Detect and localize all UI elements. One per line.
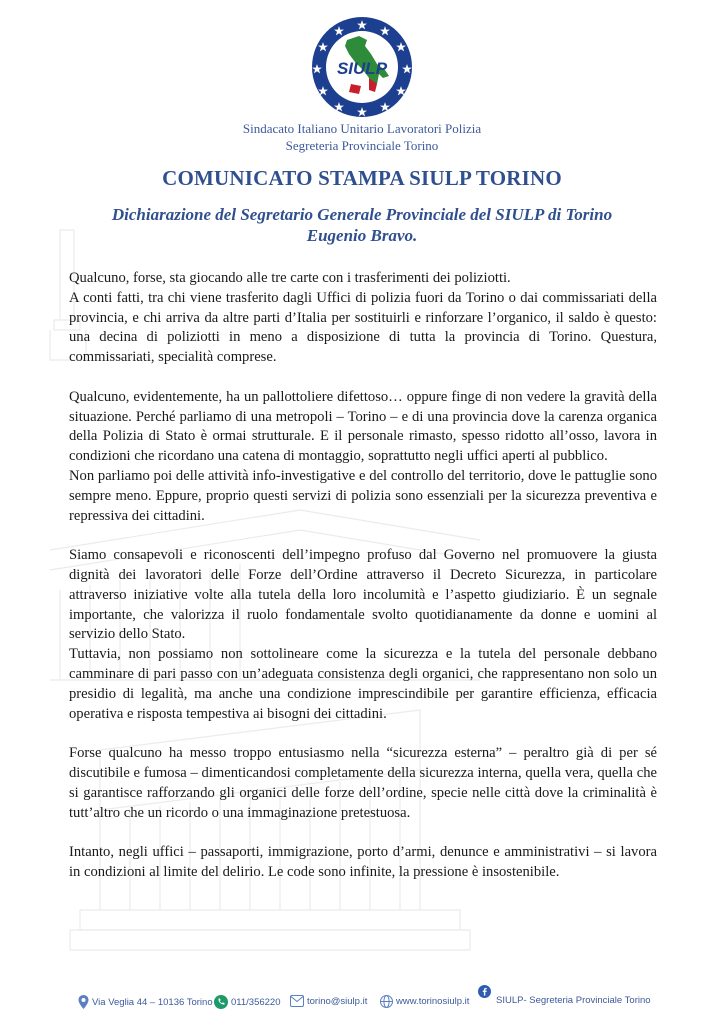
subtitle-line-1: Dichiarazione del Segretario Generale Provinciale del SIULP di Torino — [111, 205, 613, 224]
paragraph: Qualcuno, evidentemente, ha un pallottoliere difettoso… oppure finge di non vedere la gravità della situazione. Perché parliamo di una metropoli – Torino – e di una provincia dove la carenza organica della Polizia di Stato è ormai strutturale. E il personale rimasto, spesso ridotto all’osso, lavora in condizioni che ricordano una catena di montaggio, soprattutto negli uffici aperti al pubblico. — [69, 388, 657, 465]
paragraph: Intanto, negli uffici – passaporti, immigrazione, porto d’armi, denunce e amministrativi – si lavora in condizioni al limite del delirio. Le code sono infinite, la pressione è insostenibile. — [69, 844, 657, 880]
logo-text: SIULP — [336, 59, 388, 78]
footer-email — [290, 995, 367, 1007]
paragraph: A conti fatti, tra chi viene trasferito dagli Uffici di polizia fuori da Torino o dai commissariati della provincia, e chi arriva da altre parti d’Italia per sostituirli e rinforzare l’organico, il saldo è questo: una decina di poliziotti in meno a disposizione di tutta la provincia di Torino. Questura, commissariati, specialità comprese. — [69, 289, 657, 366]
org-branch: Segreteria Provinciale Torino — [285, 138, 439, 153]
location-icon — [78, 995, 89, 1009]
press-release-body — [69, 269, 657, 883]
paragraph: Siamo consapevoli e riconoscenti dell’impegno profuso dal Governo nel promuovere la giusta dignità dei lavoratori delle Forze dell’Ordine attraverso il Decreto Sicurezza, in particolare attraverso iniziative volte alla tutela della loro incolumità e l’aspetto giudiziario. È un segnale importante, che valorizza il ruolo fondamentale svolto quotidianamente da donne e uomini al servizio dello Stato. — [69, 547, 657, 643]
footer-address — [78, 995, 213, 1009]
phone-icon — [214, 995, 228, 1009]
subtitle-line-2: Eugenio Bravo. — [306, 226, 418, 245]
paragraph: Non parliamo poi delle attività info-investigative e del controllo del territorio, dove le pattuglie sono sempre meno. Eppure, proprio questi servizi di polizia sono essenziali per la sicurezza preventiva e repressiva dei cittadini. — [69, 467, 657, 524]
globe-icon — [380, 995, 393, 1008]
siulp-logo — [305, 14, 419, 120]
facebook-icon — [478, 985, 491, 998]
website-link[interactable]: www.torinosiulp.it — [396, 996, 470, 1007]
paragraph: Tuttavia, non possiamo non sottolineare come la sicurezza e la tutela del personale debbano camminare di pari passo con un’adeguata consistenza degli organici, che rappresentano non solo un presidio di legalità, ma anche una condizione imprescindibile per garantire efficienza, efficacia operativa e risposta tempestiva ai bisogni dei cittadini. — [69, 646, 657, 722]
phone-text: 011/356220 — [231, 996, 281, 1008]
footer-facebook — [478, 985, 491, 998]
footer-contacts — [78, 991, 678, 1015]
page-title: COMUNICATO STAMPA SIULP TORINO — [162, 166, 562, 190]
email-icon — [290, 995, 304, 1007]
footer-facebook-label — [496, 995, 651, 1006]
footer-phone — [214, 995, 281, 1009]
address-text: Via Veglia 44 – 10136 Torino — [92, 996, 213, 1008]
subtitle — [60, 204, 664, 246]
facebook-link[interactable]: SIULP- Segreteria Provinciale Torino — [496, 995, 651, 1006]
paragraph: Qualcuno, forse, sta giocando alle tre carte con i trasferimenti dei poliziotti. — [69, 270, 511, 286]
paragraph: Forse qualcuno ha messo troppo entusiasmo nella “sicurezza esterna” – peraltro già di per sé discutibile e fumosa – dimenticandosi completamente della sicurezza interna, quella vera, quella che si garantisce rafforzando gli organici delle forze dell’ordine, specie nelle città dove la criminalità è tutt’altro che un ricordo o una immaginazione pretestuosa. — [69, 745, 657, 821]
email-link[interactable]: torino@siulp.it — [307, 995, 368, 1007]
footer-website — [380, 995, 469, 1008]
org-name: Sindacato Italiano Unitario Lavoratori Polizia — [242, 121, 482, 136]
